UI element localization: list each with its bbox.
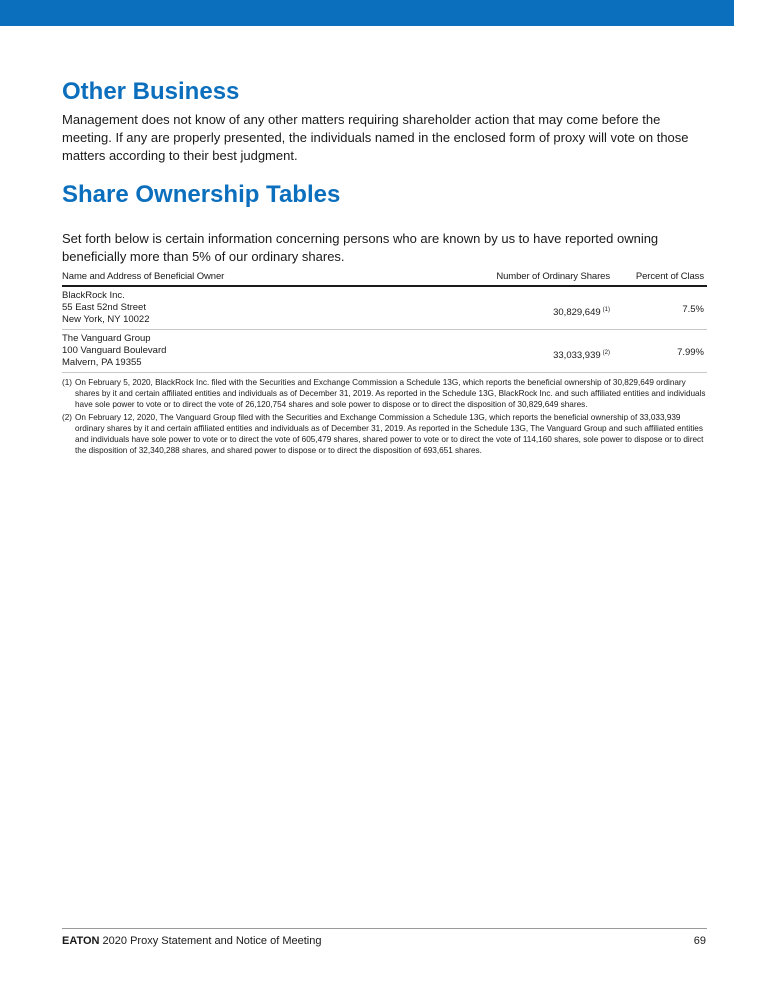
header-bar (0, 0, 734, 26)
ownership-table (62, 268, 707, 373)
owner-name: BlackRock Inc. (62, 290, 125, 301)
owner-percent: 7.99% (677, 347, 704, 358)
table-header (62, 268, 707, 287)
footnote-number: (2) (62, 413, 73, 422)
other-business-paragraph: Management does not know of any other matters requiring shareholder action that may come before the meeting. If any are properly presented, the individuals named in the enclosed form of proxy will vote on those matters according to their best judgment. (62, 112, 689, 163)
footnote-number: (1) (62, 378, 73, 387)
column-header-percent: Percent of Class (635, 271, 704, 282)
column-header-name: Name and Address of Beneficial Owner (62, 271, 225, 282)
share-ownership-intro: Set forth below is certain information concerning persons who are known by us to have reported owning beneficially more than 5% of our ordinary shares. (62, 231, 659, 264)
footer-title (62, 935, 321, 947)
owner-shares (553, 304, 610, 319)
owner-name: The Vanguard Group (62, 333, 151, 344)
owner-shares (553, 347, 610, 362)
owner-address-line1: 100 Vanguard Boulevard (62, 345, 167, 356)
owner-name-address (62, 290, 150, 326)
footnote-ref: (2) (602, 350, 610, 356)
footnote (62, 412, 710, 456)
footnote-ref: (1) (602, 307, 610, 313)
owner-address-line1: 55 East 52nd Street (62, 302, 146, 313)
owner-address-line2: Malvern, PA 19355 (62, 357, 142, 368)
footer-document-title: 2020 Proxy Statement and Notice of Meeting (99, 935, 322, 947)
shares-value: 30,829,649 (553, 307, 601, 318)
column-header-shares: Number of Ordinary Shares (496, 271, 610, 282)
footer-divider (62, 928, 707, 929)
footnote-text: On February 12, 2020, The Vanguard Group filed with the Securities and Exchange Commission a Schedule 13G, which reports the beneficial ownership of 33,033,939 ordinary shares by it and certain affiliated entities and individuals as of December 31, 2019. As reported in the Schedule 13G, The Vanguard Group and such affiliated entities and individuals have sole power to vote or to direct the vote of 605,479 shares, shared power to vote or to direct the vote of 114,160 shares, sole power to dispose or to direct the disposition of 32,340,288 shares, and shared power to dispose or to direct the disposition of 693,651 shares. (75, 413, 704, 455)
shares-value: 33,033,939 (553, 350, 601, 361)
owner-address-line2: New York, NY 10022 (62, 314, 150, 325)
footer-brand: EATON (62, 935, 100, 947)
footnote-text: On February 5, 2020, BlackRock Inc. filed with the Securities and Exchange Commission a Schedule 13G, which reports the beneficial ownership of 30,829,649 ordinary shares by it and certain affiliated entities and individuals as of December 31, 2019. As reported in the Schedule 13G, BlackRock Inc. and such affiliated entities and individuals have sole power to vote or to direct the vote of 26,120,754 shares and sole power to dispose or to direct the disposition of 30,829,649 shares. (75, 378, 706, 409)
section-heading-other-business: Other Business (62, 78, 240, 105)
section-heading-share-ownership: Share Ownership Tables (62, 181, 341, 208)
table-row (62, 330, 707, 373)
owner-percent: 7.5% (682, 304, 704, 315)
page-number: 69 (693, 935, 706, 947)
footnotes (62, 377, 710, 458)
table-row (62, 287, 707, 330)
footnote (62, 377, 710, 410)
owner-name-address (62, 333, 166, 369)
